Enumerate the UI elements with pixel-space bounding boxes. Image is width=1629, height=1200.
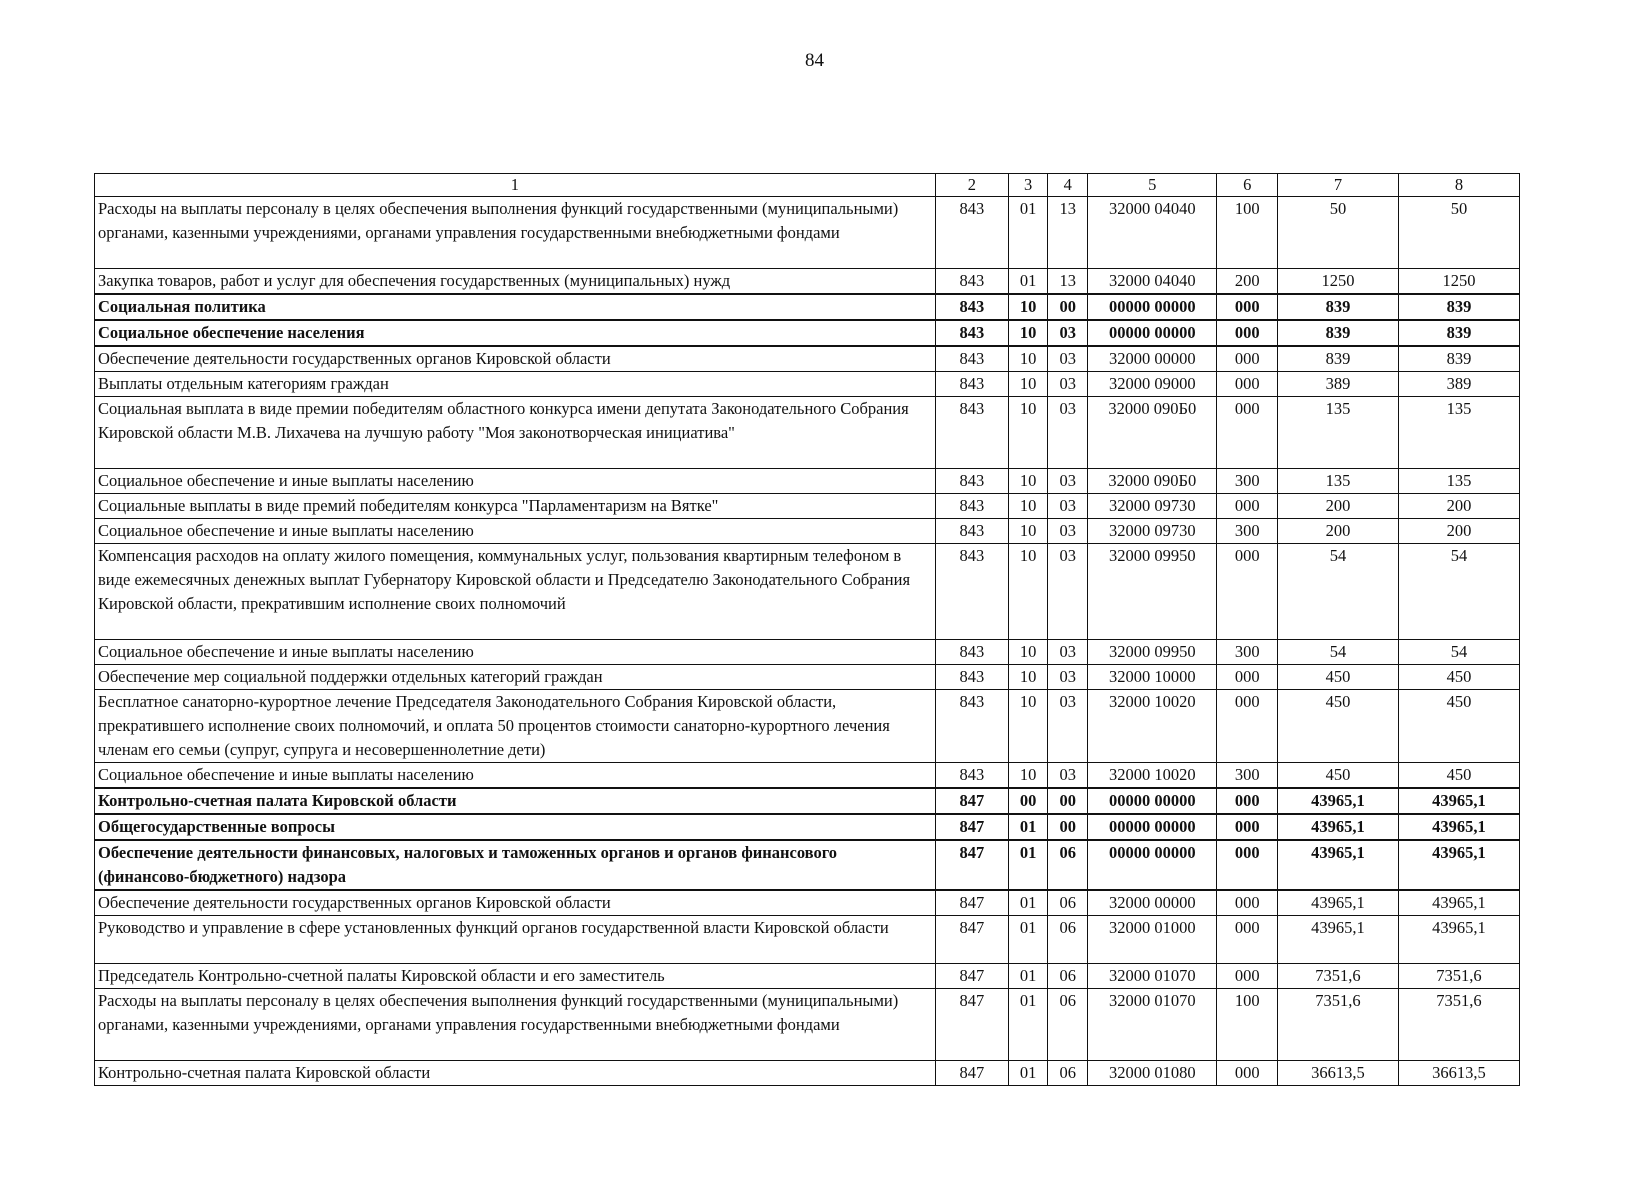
column-header: 4	[1048, 174, 1088, 197]
cell-amount-2022: 43965,1	[1398, 890, 1519, 916]
cell-subsection-code: 03	[1048, 763, 1088, 789]
cell-amount-2021: 450	[1277, 763, 1398, 789]
cell-subsection-code: 06	[1048, 989, 1088, 1061]
cell-target-article-code: 00000 00000	[1088, 840, 1217, 890]
table-row	[95, 372, 1520, 397]
column-header: 6	[1217, 174, 1278, 197]
table-row	[95, 469, 1520, 494]
cell-target-article-code: 00000 00000	[1088, 788, 1217, 814]
cell-subsection-code: 00	[1048, 294, 1088, 320]
table-row	[95, 989, 1520, 1061]
table-row	[95, 320, 1520, 346]
cell-amount-2022: 7351,6	[1398, 964, 1519, 989]
cell-expense-type-code: 300	[1217, 469, 1278, 494]
cell-section-code: 01	[1008, 840, 1048, 890]
table-row	[95, 197, 1520, 269]
cell-admin-code: 843	[935, 197, 1008, 269]
cell-section-code: 10	[1008, 320, 1048, 346]
cell-subsection-code: 03	[1048, 665, 1088, 690]
table-row	[95, 1061, 1520, 1086]
cell-row-name: Общегосударственные вопросы	[95, 814, 936, 840]
cell-target-article-code: 32000 09950	[1088, 544, 1217, 640]
cell-expense-type-code: 100	[1217, 989, 1278, 1061]
cell-row-name: Руководство и управление в сфере установленных функций органов государственной власти Кировской области	[95, 916, 936, 964]
cell-admin-code: 847	[935, 814, 1008, 840]
cell-admin-code: 843	[935, 372, 1008, 397]
cell-expense-type-code: 000	[1217, 397, 1278, 469]
cell-amount-2021: 1250	[1277, 269, 1398, 295]
cell-expense-type-code: 000	[1217, 494, 1278, 519]
column-header: 5	[1088, 174, 1217, 197]
cell-expense-type-code: 300	[1217, 763, 1278, 789]
cell-expense-type-code: 000	[1217, 840, 1278, 890]
table-row	[95, 763, 1520, 789]
cell-admin-code: 847	[935, 989, 1008, 1061]
cell-amount-2021: 135	[1277, 397, 1398, 469]
cell-admin-code: 843	[935, 690, 1008, 763]
cell-amount-2022: 200	[1398, 519, 1519, 544]
cell-admin-code: 843	[935, 640, 1008, 665]
page-number: 84	[805, 50, 824, 71]
cell-amount-2021: 135	[1277, 469, 1398, 494]
cell-amount-2022: 36613,5	[1398, 1061, 1519, 1086]
cell-amount-2022: 135	[1398, 397, 1519, 469]
cell-amount-2022: 389	[1398, 372, 1519, 397]
cell-section-code: 01	[1008, 890, 1048, 916]
cell-row-name: Социальное обеспечение и иные выплаты населению	[95, 763, 936, 789]
cell-section-code: 10	[1008, 544, 1048, 640]
cell-amount-2022: 50	[1398, 197, 1519, 269]
cell-subsection-code: 06	[1048, 964, 1088, 989]
cell-row-name: Социальные выплаты в виде премий победителям конкурса "Парламентаризм на Вятке"	[95, 494, 936, 519]
cell-subsection-code: 00	[1048, 788, 1088, 814]
cell-section-code: 01	[1008, 197, 1048, 269]
cell-amount-2021: 200	[1277, 519, 1398, 544]
cell-row-name: Бесплатное санаторно-курортное лечение Председателя Законодательного Собрания Кировской области, прекратившего исполнение своих полномочий, и оплата 50 процентов стоимости санаторно-курортного лечения членам его семьи (супруг, супруга и несовершеннолетние дети)	[95, 690, 936, 763]
cell-amount-2022: 7351,6	[1398, 989, 1519, 1061]
cell-amount-2022: 43965,1	[1398, 840, 1519, 890]
cell-admin-code: 847	[935, 964, 1008, 989]
cell-expense-type-code: 000	[1217, 665, 1278, 690]
cell-target-article-code: 00000 00000	[1088, 294, 1217, 320]
cell-admin-code: 843	[935, 320, 1008, 346]
cell-row-name: Социальная политика	[95, 294, 936, 320]
cell-amount-2022: 450	[1398, 763, 1519, 789]
table-row	[95, 890, 1520, 916]
column-header: 2	[935, 174, 1008, 197]
cell-subsection-code: 03	[1048, 494, 1088, 519]
cell-admin-code: 843	[935, 469, 1008, 494]
cell-subsection-code: 03	[1048, 519, 1088, 544]
cell-subsection-code: 03	[1048, 372, 1088, 397]
cell-section-code: 01	[1008, 1061, 1048, 1086]
cell-expense-type-code: 000	[1217, 890, 1278, 916]
cell-row-name: Обеспечение деятельности государственных органов Кировской области	[95, 890, 936, 916]
table-row	[95, 916, 1520, 964]
cell-target-article-code: 00000 00000	[1088, 814, 1217, 840]
cell-section-code: 10	[1008, 665, 1048, 690]
cell-amount-2021: 7351,6	[1277, 989, 1398, 1061]
cell-subsection-code: 03	[1048, 320, 1088, 346]
cell-amount-2021: 50	[1277, 197, 1398, 269]
cell-amount-2021: 450	[1277, 665, 1398, 690]
column-header: 1	[95, 174, 936, 197]
cell-row-name: Социальное обеспечение и иные выплаты населению	[95, 640, 936, 665]
cell-section-code: 10	[1008, 346, 1048, 372]
cell-expense-type-code: 100	[1217, 197, 1278, 269]
cell-section-code: 10	[1008, 397, 1048, 469]
cell-section-code: 10	[1008, 469, 1048, 494]
cell-amount-2022: 839	[1398, 320, 1519, 346]
cell-row-name: Расходы на выплаты персоналу в целях обеспечения выполнения функций государственными (муниципальными) органами, казенными учреждениями, органами управления государственными внебюджетными фондами	[95, 197, 936, 269]
cell-target-article-code: 32000 090Б0	[1088, 469, 1217, 494]
cell-row-name: Обеспечение деятельности финансовых, налоговых и таможенных органов и органов финансового (финансово-бюджетного) надзора	[95, 840, 936, 890]
cell-section-code: 01	[1008, 916, 1048, 964]
cell-row-name: Обеспечение деятельности государственных органов Кировской области	[95, 346, 936, 372]
cell-subsection-code: 03	[1048, 690, 1088, 763]
cell-admin-code: 843	[935, 346, 1008, 372]
cell-row-name: Расходы на выплаты персоналу в целях обеспечения выполнения функций государственными (муниципальными) органами, казенными учреждениями, органами управления государственными внебюджетными фондами	[95, 989, 936, 1061]
table-row	[95, 640, 1520, 665]
cell-amount-2022: 43965,1	[1398, 788, 1519, 814]
cell-target-article-code: 32000 09950	[1088, 640, 1217, 665]
cell-admin-code: 843	[935, 494, 1008, 519]
cell-admin-code: 843	[935, 397, 1008, 469]
cell-admin-code: 847	[935, 840, 1008, 890]
cell-amount-2022: 43965,1	[1398, 916, 1519, 964]
cell-target-article-code: 32000 09730	[1088, 519, 1217, 544]
cell-section-code: 10	[1008, 494, 1048, 519]
table-row	[95, 788, 1520, 814]
table-header-row	[95, 174, 1520, 197]
cell-subsection-code: 13	[1048, 269, 1088, 295]
table-row	[95, 269, 1520, 295]
cell-row-name: Социальное обеспечение населения	[95, 320, 936, 346]
cell-subsection-code: 06	[1048, 890, 1088, 916]
cell-target-article-code: 32000 10000	[1088, 665, 1217, 690]
cell-expense-type-code: 000	[1217, 346, 1278, 372]
cell-subsection-code: 03	[1048, 469, 1088, 494]
cell-subsection-code: 13	[1048, 197, 1088, 269]
cell-admin-code: 843	[935, 665, 1008, 690]
cell-amount-2022: 54	[1398, 544, 1519, 640]
cell-amount-2021: 54	[1277, 640, 1398, 665]
column-header: 7	[1277, 174, 1398, 197]
cell-target-article-code: 32000 01070	[1088, 989, 1217, 1061]
cell-section-code: 10	[1008, 294, 1048, 320]
cell-target-article-code: 32000 01080	[1088, 1061, 1217, 1086]
cell-row-name: Контрольно-счетная палата Кировской области	[95, 1061, 936, 1086]
cell-amount-2021: 839	[1277, 346, 1398, 372]
cell-expense-type-code: 000	[1217, 690, 1278, 763]
cell-section-code: 01	[1008, 989, 1048, 1061]
cell-admin-code: 843	[935, 519, 1008, 544]
cell-amount-2021: 43965,1	[1277, 814, 1398, 840]
cell-target-article-code: 32000 090Б0	[1088, 397, 1217, 469]
cell-admin-code: 847	[935, 890, 1008, 916]
table-row	[95, 814, 1520, 840]
cell-expense-type-code: 000	[1217, 320, 1278, 346]
cell-expense-type-code: 000	[1217, 372, 1278, 397]
cell-amount-2021: 450	[1277, 690, 1398, 763]
cell-section-code: 01	[1008, 964, 1048, 989]
cell-target-article-code: 32000 04040	[1088, 269, 1217, 295]
table-row	[95, 346, 1520, 372]
budget-table	[94, 173, 1520, 1086]
cell-amount-2021: 389	[1277, 372, 1398, 397]
cell-subsection-code: 03	[1048, 397, 1088, 469]
cell-amount-2022: 200	[1398, 494, 1519, 519]
column-header: 3	[1008, 174, 1048, 197]
cell-target-article-code: 32000 00000	[1088, 346, 1217, 372]
cell-admin-code: 843	[935, 294, 1008, 320]
cell-row-name: Председатель Контрольно-счетной палаты Кировской области и его заместитель	[95, 964, 936, 989]
cell-section-code: 10	[1008, 763, 1048, 789]
cell-subsection-code: 03	[1048, 544, 1088, 640]
cell-expense-type-code: 000	[1217, 1061, 1278, 1086]
cell-amount-2022: 450	[1398, 665, 1519, 690]
cell-subsection-code: 06	[1048, 840, 1088, 890]
cell-section-code: 10	[1008, 372, 1048, 397]
cell-amount-2021: 839	[1277, 320, 1398, 346]
table-row	[95, 494, 1520, 519]
cell-amount-2022: 43965,1	[1398, 814, 1519, 840]
cell-expense-type-code: 000	[1217, 814, 1278, 840]
cell-amount-2021: 43965,1	[1277, 890, 1398, 916]
cell-admin-code: 843	[935, 269, 1008, 295]
cell-subsection-code: 03	[1048, 346, 1088, 372]
table-row	[95, 840, 1520, 890]
cell-subsection-code: 06	[1048, 916, 1088, 964]
cell-expense-type-code: 000	[1217, 916, 1278, 964]
cell-expense-type-code: 200	[1217, 269, 1278, 295]
cell-amount-2021: 839	[1277, 294, 1398, 320]
cell-section-code: 01	[1008, 814, 1048, 840]
cell-amount-2022: 839	[1398, 346, 1519, 372]
cell-target-article-code: 00000 00000	[1088, 320, 1217, 346]
cell-row-name: Социальное обеспечение и иные выплаты населению	[95, 469, 936, 494]
cell-row-name: Закупка товаров, работ и услуг для обеспечения государственных (муниципальных) нужд	[95, 269, 936, 295]
cell-amount-2021: 43965,1	[1277, 916, 1398, 964]
table-row	[95, 665, 1520, 690]
cell-target-article-code: 32000 01000	[1088, 916, 1217, 964]
cell-amount-2022: 839	[1398, 294, 1519, 320]
cell-subsection-code: 06	[1048, 1061, 1088, 1086]
table-row	[95, 294, 1520, 320]
cell-row-name: Контрольно-счетная палата Кировской области	[95, 788, 936, 814]
cell-section-code: 00	[1008, 788, 1048, 814]
cell-amount-2021: 7351,6	[1277, 964, 1398, 989]
cell-admin-code: 847	[935, 916, 1008, 964]
cell-expense-type-code: 000	[1217, 964, 1278, 989]
cell-row-name: Социальное обеспечение и иные выплаты населению	[95, 519, 936, 544]
cell-expense-type-code: 000	[1217, 788, 1278, 814]
cell-section-code: 01	[1008, 269, 1048, 295]
table-row	[95, 964, 1520, 989]
cell-subsection-code: 03	[1048, 640, 1088, 665]
cell-amount-2021: 54	[1277, 544, 1398, 640]
cell-row-name: Социальная выплата в виде премии победителям областного конкурса имени депутата Законодательного Собрания Кировской области М.В. Лихачева на лучшую работу "Моя законотворческая инициатива"	[95, 397, 936, 469]
cell-expense-type-code: 300	[1217, 519, 1278, 544]
cell-target-article-code: 32000 10020	[1088, 763, 1217, 789]
cell-expense-type-code: 000	[1217, 294, 1278, 320]
cell-section-code: 10	[1008, 519, 1048, 544]
cell-admin-code: 843	[935, 544, 1008, 640]
cell-section-code: 10	[1008, 640, 1048, 665]
cell-admin-code: 847	[935, 1061, 1008, 1086]
cell-target-article-code: 32000 04040	[1088, 197, 1217, 269]
table-row	[95, 544, 1520, 640]
cell-section-code: 10	[1008, 690, 1048, 763]
cell-admin-code: 843	[935, 763, 1008, 789]
cell-amount-2021: 36613,5	[1277, 1061, 1398, 1086]
cell-amount-2022: 450	[1398, 690, 1519, 763]
cell-amount-2021: 43965,1	[1277, 840, 1398, 890]
cell-target-article-code: 32000 01070	[1088, 964, 1217, 989]
cell-amount-2022: 54	[1398, 640, 1519, 665]
table-row	[95, 397, 1520, 469]
table-row	[95, 690, 1520, 763]
cell-admin-code: 847	[935, 788, 1008, 814]
cell-row-name: Обеспечение мер социальной поддержки отдельных категорий граждан	[95, 665, 936, 690]
cell-amount-2021: 200	[1277, 494, 1398, 519]
table-body	[95, 197, 1520, 1086]
cell-target-article-code: 32000 10020	[1088, 690, 1217, 763]
cell-amount-2022: 135	[1398, 469, 1519, 494]
cell-row-name: Выплаты отдельным категориям граждан	[95, 372, 936, 397]
cell-target-article-code: 32000 09000	[1088, 372, 1217, 397]
cell-expense-type-code: 000	[1217, 544, 1278, 640]
table-row	[95, 519, 1520, 544]
cell-target-article-code: 32000 09730	[1088, 494, 1217, 519]
cell-row-name: Компенсация расходов на оплату жилого помещения, коммунальных услуг, пользования квартирным телефоном в виде ежемесячных денежных выплат Губернатору Кировской области и Председателю Законодательного Собрания Кировской области, прекратившим исполнение своих полномочий	[95, 544, 936, 640]
cell-amount-2022: 1250	[1398, 269, 1519, 295]
cell-expense-type-code: 300	[1217, 640, 1278, 665]
column-header: 8	[1398, 174, 1519, 197]
cell-amount-2021: 43965,1	[1277, 788, 1398, 814]
cell-target-article-code: 32000 00000	[1088, 890, 1217, 916]
cell-subsection-code: 00	[1048, 814, 1088, 840]
